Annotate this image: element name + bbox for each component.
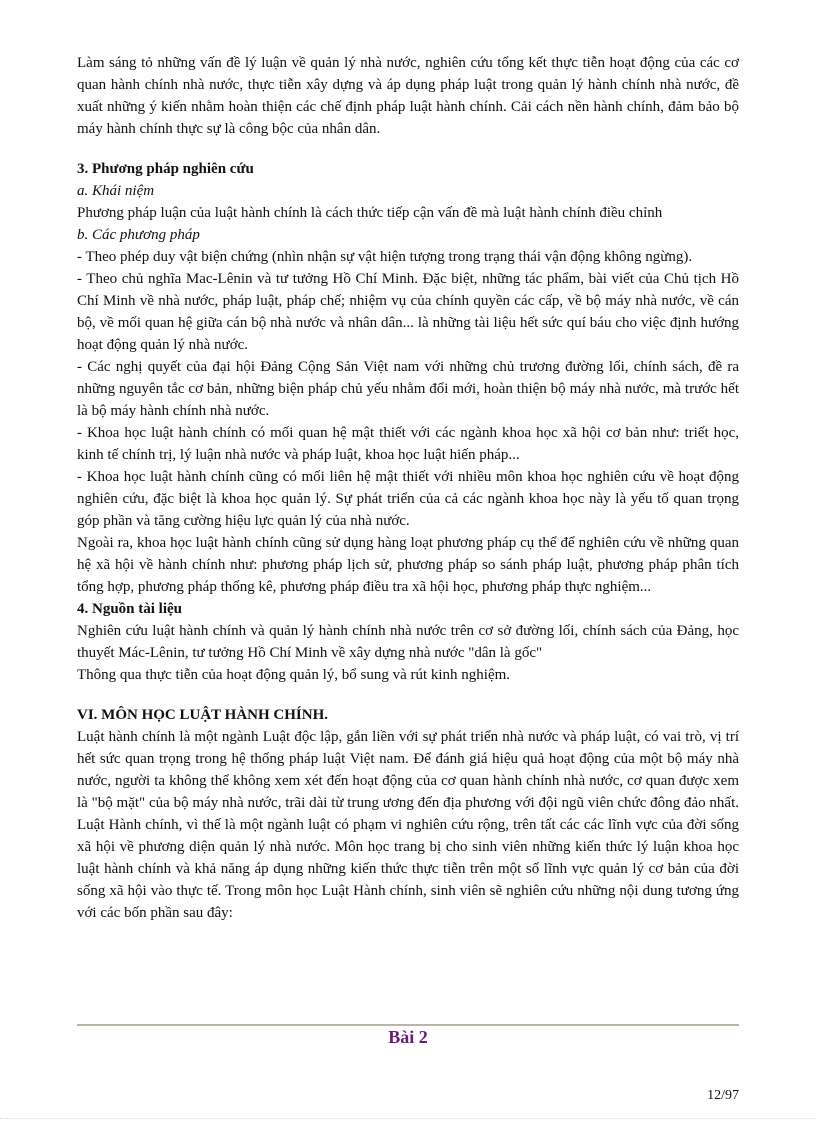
section-3a-text: Phương pháp luận của luật hành chính là cách thức tiếp cận vấn đề mà luật hành chính điều chỉnh	[77, 205, 663, 221]
section-4-text-1: Nghiên cứu luật hành chính và quản lý hành chính nhà nước trên cơ sở đường lối, chính sách của Đảng, học thuyết Mác-Lênin, tư tưởng Hồ Chí Minh về xây dựng nhà nước "dân là gốc"	[77, 623, 739, 661]
method-item-4: - Khoa học luật hành chính có mối quan hệ mật thiết với các ngành khoa học xã hội cơ bản như: triết học, kinh tế chính trị, lý luận nhà nước và pháp luật, khoa học luật hiến pháp...	[77, 425, 739, 463]
lesson-label: Bài 2	[388, 1027, 428, 1047]
section-3-heading: 3. Phương pháp nghiên cứu	[77, 161, 254, 177]
section-3a-heading: a. Khái niệm	[77, 183, 155, 199]
intro-paragraph: Làm sáng tỏ những vấn đề lý luận về quản lý nhà nước, nghiên cứu tổng kết thực tiễn hoạt động của các cơ quan hành chính nhà nước, thực tiễn xây dựng và áp dụng pháp luật trong quản lý hành chính nhà nước, đề xuất những ý kiến nhằm hoàn thiện các chế định pháp luật hành chính. Cải cách nền hành chính, đảm bảo bộ máy hành chính thực sự là công bộc của nhân dân.	[77, 55, 739, 137]
page-number: 12/97	[707, 1088, 739, 1103]
section-4-text-2: Thông qua thực tiễn của hoạt động quản lý, bổ sung và rút kinh nghiệm.	[77, 667, 511, 683]
section-6-text: Luật hành chính là một ngành Luật độc lập, gắn liền với sự phát triển nhà nước và pháp luật, có vai trò, vị trí hết sức quan trọng trong hệ thống pháp luật Việt nam. Để đánh giá hiệu quả hoạt động của một bộ máy nhà nước, người ta không thể không xem xét đến hoạt động của cơ quan hành chính nhà nước, cơ quan được xem là "bộ mặt" của bộ máy nhà nước, trãi dài từ trung ương đến địa phương với đội ngũ viên chức đông đảo nhất. Luật Hành chính, vì thế là một ngành luật có phạm vi nghiên cứu rộng, trên tất các các lĩnh vực của đời sống xã hội về phương diện quản lý nhà nước. Môn học trang bị cho sinh viên những kiến thức lý luận khoa học luật hành chính và khả năng áp dụng những kiến thức thực tiễn trên một số lĩnh vực quản lý cơ bản của đời sống xã hội vào thực tế. Trong môn học Luật Hành chính, sinh viên sẽ nghiên cứu những nội dung tương ứng với các bốn phần sau đây:	[77, 729, 739, 921]
page-content	[77, 52, 739, 924]
method-item-5: - Khoa học luật hành chính cũng có mối liên hệ mật thiết với nhiều môn khoa học nghiên cứu về hoạt động nghiên cứu, đặc biệt là khoa học quản lý. Sự phát triển của cả các ngành khoa học này là yếu tố quan trọng góp phần và tăng cường hiệu lực quản lý của nhà nước.	[77, 469, 739, 529]
spacer	[77, 686, 739, 704]
method-item-2: - Theo chủ nghĩa Mac-Lênin và tư tưởng Hồ Chí Minh. Đặc biệt, những tác phẩm, bài viết của Chủ tịch Hồ Chí Minh về nhà nước, pháp luật, pháp chế; nhiệm vụ của chính quyền các cấp, về bộ máy nhà nước, về cán bộ, về mối quan hệ giữa cán bộ nhà nước và nhân dân... là những tài liệu hết sức quí báu cho việc định hướng hoạt động quản lý nhà nước.	[77, 271, 739, 353]
section-6-heading: VI. MÔN HỌC LUẬT HÀNH CHÍNH.	[77, 707, 328, 723]
method-item-6: Ngoài ra, khoa học luật hành chính cũng sử dụng hàng loạt phương pháp cụ thể để nghiên cứu về những quan hệ xã hội về hành chính như: phương pháp lịch sử, phương pháp so sánh pháp luật, phương pháp phân tích tổng hợp, phương pháp thống kê, phương pháp điều tra xã hội học, phương pháp thực nghiệm...	[77, 535, 739, 595]
spacer	[77, 140, 739, 158]
page-bottom-border	[0, 1118, 816, 1119]
method-item-3: - Các nghị quyết của đại hội Đảng Cộng Sản Việt nam với những chủ trương đường lối, chính sách, đề ra những nguyên tắc cơ bản, những biện pháp chủ yếu nhằm đổi mới, hoàn thiện bộ máy nhà nước, mà trước hết là bộ máy hành chính nhà nước.	[77, 359, 739, 419]
footer-divider	[77, 1024, 739, 1026]
method-item-1: - Theo phép duy vật biện chứng (nhìn nhận sự vật hiện tượng trong trạng thái vận động không ngừng).	[77, 249, 693, 265]
section-3b-heading: b. Các phương pháp	[77, 227, 200, 243]
section-4-heading: 4. Nguồn tài liệu	[77, 601, 183, 617]
